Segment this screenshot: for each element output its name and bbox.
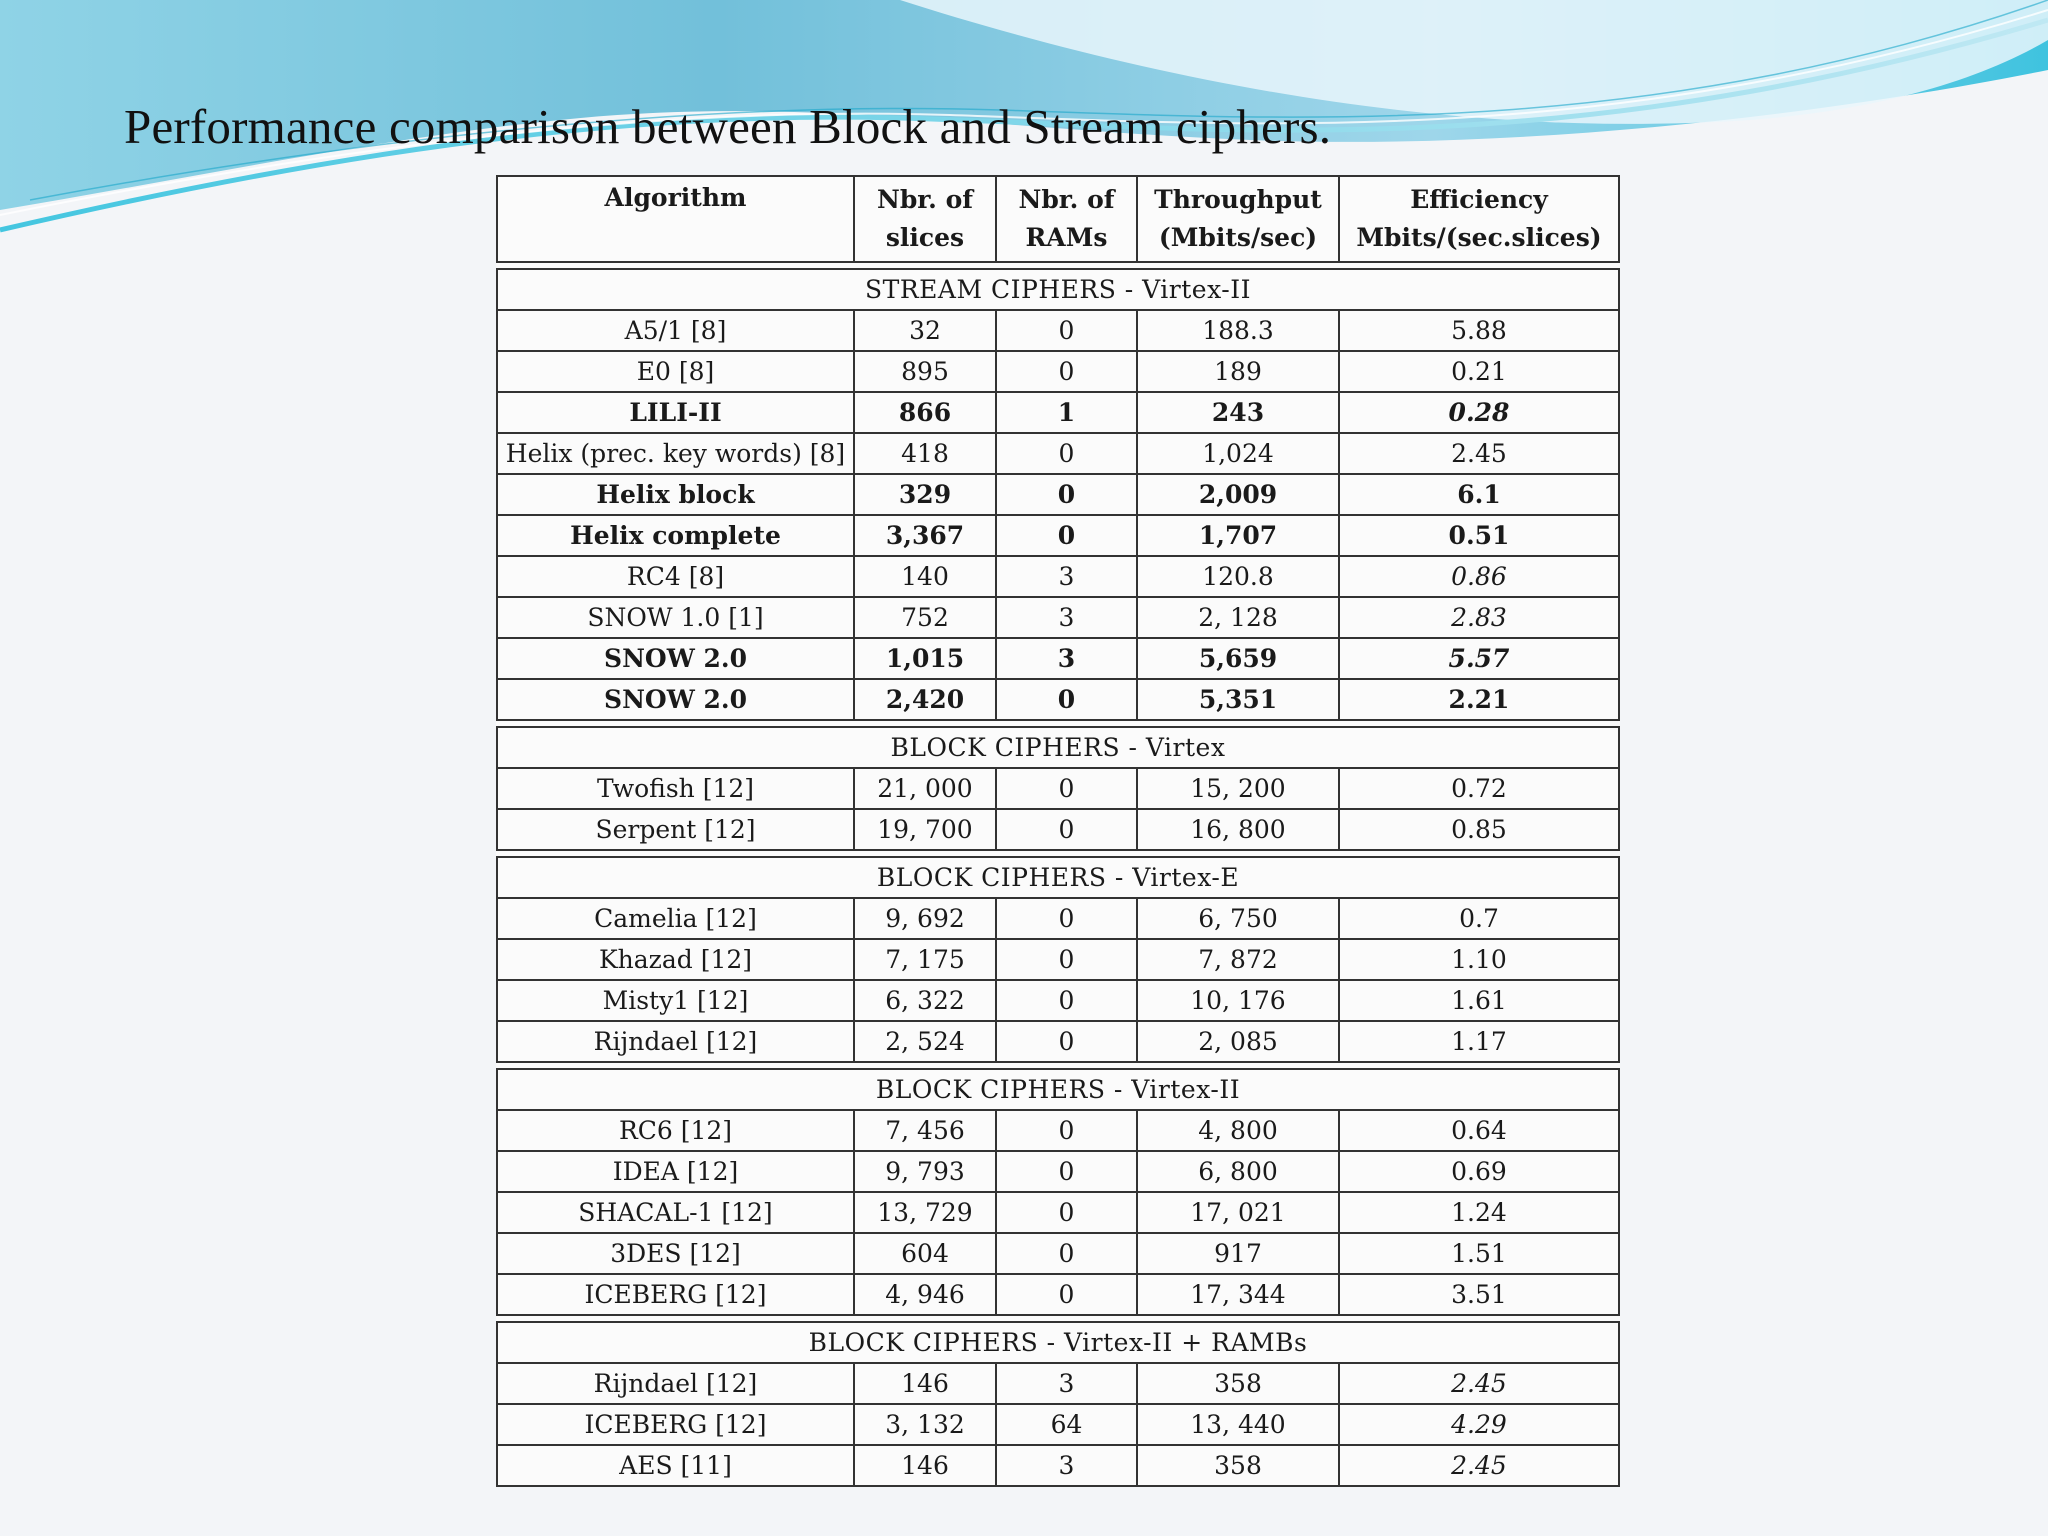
efficiency-cell: 3.51 bbox=[1339, 1274, 1619, 1315]
table-row bbox=[497, 392, 1619, 433]
efficiency-cell: 1.17 bbox=[1339, 1021, 1619, 1062]
efficiency-cell: 2.45 bbox=[1339, 433, 1619, 474]
algorithm-cell: RC6 [12] bbox=[497, 1110, 854, 1151]
table-row bbox=[497, 1363, 1619, 1404]
section-header-row bbox=[497, 1322, 1619, 1363]
algorithm-cell: Serpent [12] bbox=[497, 809, 854, 850]
throughput-cell: 6, 750 bbox=[1137, 898, 1339, 939]
efficiency-cell: 0.86 bbox=[1339, 556, 1619, 597]
throughput-cell: 1,707 bbox=[1137, 515, 1339, 556]
slices-cell: 9, 793 bbox=[854, 1151, 996, 1192]
table-row bbox=[497, 1192, 1619, 1233]
algorithm-cell: Khazad [12] bbox=[497, 939, 854, 980]
efficiency-cell: 2.83 bbox=[1339, 597, 1619, 638]
throughput-cell: 2, 085 bbox=[1137, 1021, 1339, 1062]
efficiency-cell: 0.28 bbox=[1339, 392, 1619, 433]
section-gap bbox=[497, 1062, 1619, 1069]
rams-cell: 0 bbox=[996, 809, 1137, 850]
efficiency-cell: 6.1 bbox=[1339, 474, 1619, 515]
efficiency-cell: 4.29 bbox=[1339, 1404, 1619, 1445]
efficiency-cell: 0.21 bbox=[1339, 351, 1619, 392]
table-row bbox=[497, 1021, 1619, 1062]
rams-cell: 0 bbox=[996, 768, 1137, 809]
throughput-cell: 15, 200 bbox=[1137, 768, 1339, 809]
efficiency-cell: 1.61 bbox=[1339, 980, 1619, 1021]
slices-cell: 9, 692 bbox=[854, 898, 996, 939]
algorithm-cell: SNOW 1.0 [1] bbox=[497, 597, 854, 638]
rams-cell: 1 bbox=[996, 392, 1137, 433]
rams-cell: 0 bbox=[996, 1151, 1137, 1192]
rams-cell: 0 bbox=[996, 1274, 1137, 1315]
algorithm-cell: Helix complete bbox=[497, 515, 854, 556]
table-row bbox=[497, 1445, 1619, 1486]
algorithm-cell: E0 [8] bbox=[497, 351, 854, 392]
slices-cell: 3, 132 bbox=[854, 1404, 996, 1445]
rams-cell: 0 bbox=[996, 980, 1137, 1021]
slices-cell: 895 bbox=[854, 351, 996, 392]
header-throughput: Throughput (Mbits/sec) bbox=[1137, 176, 1339, 262]
efficiency-cell: 0.72 bbox=[1339, 768, 1619, 809]
slices-cell: 752 bbox=[854, 597, 996, 638]
table-row bbox=[497, 768, 1619, 809]
rams-cell: 0 bbox=[996, 679, 1137, 720]
table-row bbox=[497, 638, 1619, 679]
slices-cell: 2,420 bbox=[854, 679, 996, 720]
slices-cell: 7, 456 bbox=[854, 1110, 996, 1151]
rams-cell: 0 bbox=[996, 1021, 1137, 1062]
slices-cell: 3,367 bbox=[854, 515, 996, 556]
slices-cell: 4, 946 bbox=[854, 1274, 996, 1315]
section-gap-cell bbox=[497, 1315, 1619, 1322]
rams-cell: 3 bbox=[996, 1363, 1137, 1404]
slices-cell: 7, 175 bbox=[854, 939, 996, 980]
throughput-cell: 5,351 bbox=[1137, 679, 1339, 720]
table-row bbox=[497, 1233, 1619, 1274]
slide-title: Performance comparison between Block and Stream ciphers. bbox=[124, 99, 1332, 154]
section-gap-cell bbox=[497, 1062, 1619, 1069]
throughput-cell: 16, 800 bbox=[1137, 809, 1339, 850]
slices-cell: 140 bbox=[854, 556, 996, 597]
algorithm-cell: SNOW 2.0 bbox=[497, 679, 854, 720]
header-rams: Nbr. of RAMs bbox=[996, 176, 1137, 262]
section-gap-cell bbox=[497, 720, 1619, 727]
efficiency-cell: 0.69 bbox=[1339, 1151, 1619, 1192]
algorithm-cell: RC4 [8] bbox=[497, 556, 854, 597]
throughput-cell: 2,009 bbox=[1137, 474, 1339, 515]
slices-cell: 21, 000 bbox=[854, 768, 996, 809]
algorithm-cell: Helix (prec. key words) [8] bbox=[497, 433, 854, 474]
algorithm-cell: A5/1 [8] bbox=[497, 310, 854, 351]
efficiency-cell: 1.10 bbox=[1339, 939, 1619, 980]
header-algorithm: Algorithm bbox=[497, 176, 854, 262]
throughput-cell: 2, 128 bbox=[1137, 597, 1339, 638]
performance-table-container bbox=[496, 175, 1618, 1487]
throughput-cell: 13, 440 bbox=[1137, 1404, 1339, 1445]
section-title: BLOCK CIPHERS - Virtex bbox=[497, 727, 1619, 768]
section-title: BLOCK CIPHERS - Virtex-E bbox=[497, 857, 1619, 898]
rams-cell: 3 bbox=[996, 638, 1137, 679]
algorithm-cell: IDEA [12] bbox=[497, 1151, 854, 1192]
slices-cell: 329 bbox=[854, 474, 996, 515]
efficiency-cell: 0.51 bbox=[1339, 515, 1619, 556]
rams-cell: 0 bbox=[996, 351, 1137, 392]
table-row bbox=[497, 939, 1619, 980]
table-row bbox=[497, 980, 1619, 1021]
rams-cell: 3 bbox=[996, 597, 1137, 638]
header-efficiency: Efficiency Mbits/(sec.slices) bbox=[1339, 176, 1619, 262]
section-gap bbox=[497, 1315, 1619, 1322]
table-row bbox=[497, 433, 1619, 474]
throughput-cell: 1,024 bbox=[1137, 433, 1339, 474]
section-header-row bbox=[497, 727, 1619, 768]
algorithm-cell: Camelia [12] bbox=[497, 898, 854, 939]
throughput-cell: 6, 800 bbox=[1137, 1151, 1339, 1192]
efficiency-cell: 1.24 bbox=[1339, 1192, 1619, 1233]
algorithm-cell: SHACAL-1 [12] bbox=[497, 1192, 854, 1233]
rams-cell: 3 bbox=[996, 556, 1137, 597]
table-row bbox=[497, 1110, 1619, 1151]
efficiency-cell: 2.45 bbox=[1339, 1445, 1619, 1486]
throughput-cell: 10, 176 bbox=[1137, 980, 1339, 1021]
table-row bbox=[497, 515, 1619, 556]
throughput-cell: 7, 872 bbox=[1137, 939, 1339, 980]
throughput-cell: 17, 021 bbox=[1137, 1192, 1339, 1233]
table-row bbox=[497, 679, 1619, 720]
efficiency-cell: 0.85 bbox=[1339, 809, 1619, 850]
algorithm-cell: Rijndael [12] bbox=[497, 1363, 854, 1404]
algorithm-cell: ICEBERG [12] bbox=[497, 1404, 854, 1445]
throughput-cell: 17, 344 bbox=[1137, 1274, 1339, 1315]
table-row bbox=[497, 310, 1619, 351]
rams-cell: 0 bbox=[996, 1233, 1137, 1274]
slices-cell: 2, 524 bbox=[854, 1021, 996, 1062]
table-row bbox=[497, 898, 1619, 939]
table-row bbox=[497, 809, 1619, 850]
table-header-row bbox=[497, 176, 1619, 262]
throughput-cell: 358 bbox=[1137, 1445, 1339, 1486]
throughput-cell: 4, 800 bbox=[1137, 1110, 1339, 1151]
algorithm-cell: Misty1 [12] bbox=[497, 980, 854, 1021]
section-gap bbox=[497, 720, 1619, 727]
section-gap-cell bbox=[497, 262, 1619, 269]
slices-cell: 6, 322 bbox=[854, 980, 996, 1021]
throughput-cell: 189 bbox=[1137, 351, 1339, 392]
rams-cell: 0 bbox=[996, 474, 1137, 515]
table-row bbox=[497, 351, 1619, 392]
header-slices: Nbr. of slices bbox=[854, 176, 996, 262]
section-title: BLOCK CIPHERS - Virtex-II + RAMBs bbox=[497, 1322, 1619, 1363]
algorithm-cell: Twofish [12] bbox=[497, 768, 854, 809]
algorithm-cell: 3DES [12] bbox=[497, 1233, 854, 1274]
algorithm-cell: Rijndael [12] bbox=[497, 1021, 854, 1062]
slices-cell: 13, 729 bbox=[854, 1192, 996, 1233]
throughput-cell: 243 bbox=[1137, 392, 1339, 433]
algorithm-cell: ICEBERG [12] bbox=[497, 1274, 854, 1315]
efficiency-cell: 0.7 bbox=[1339, 898, 1619, 939]
slices-cell: 19, 700 bbox=[854, 809, 996, 850]
slices-cell: 604 bbox=[854, 1233, 996, 1274]
rams-cell: 0 bbox=[996, 310, 1137, 351]
table-row bbox=[497, 556, 1619, 597]
rams-cell: 0 bbox=[996, 898, 1137, 939]
throughput-cell: 188.3 bbox=[1137, 310, 1339, 351]
cipher-performance-table bbox=[496, 175, 1620, 1487]
rams-cell: 0 bbox=[996, 433, 1137, 474]
rams-cell: 3 bbox=[996, 1445, 1137, 1486]
section-header-row bbox=[497, 269, 1619, 310]
table-row bbox=[497, 474, 1619, 515]
algorithm-cell: SNOW 2.0 bbox=[497, 638, 854, 679]
efficiency-cell: 1.51 bbox=[1339, 1233, 1619, 1274]
efficiency-cell: 5.88 bbox=[1339, 310, 1619, 351]
rams-cell: 64 bbox=[996, 1404, 1137, 1445]
slices-cell: 32 bbox=[854, 310, 996, 351]
section-header-row bbox=[497, 1069, 1619, 1110]
slices-cell: 1,015 bbox=[854, 638, 996, 679]
efficiency-cell: 0.64 bbox=[1339, 1110, 1619, 1151]
table-row bbox=[497, 1404, 1619, 1445]
slices-cell: 146 bbox=[854, 1445, 996, 1486]
rams-cell: 0 bbox=[996, 1192, 1137, 1233]
section-title: BLOCK CIPHERS - Virtex-II bbox=[497, 1069, 1619, 1110]
section-gap bbox=[497, 850, 1619, 857]
section-gap bbox=[497, 262, 1619, 269]
throughput-cell: 358 bbox=[1137, 1363, 1339, 1404]
throughput-cell: 5,659 bbox=[1137, 638, 1339, 679]
rams-cell: 0 bbox=[996, 939, 1137, 980]
algorithm-cell: LILI-II bbox=[497, 392, 854, 433]
throughput-cell: 917 bbox=[1137, 1233, 1339, 1274]
rams-cell: 0 bbox=[996, 515, 1137, 556]
section-header-row bbox=[497, 857, 1619, 898]
efficiency-cell: 2.45 bbox=[1339, 1363, 1619, 1404]
rams-cell: 0 bbox=[996, 1110, 1137, 1151]
algorithm-cell: Helix block bbox=[497, 474, 854, 515]
section-title: STREAM CIPHERS - Virtex-II bbox=[497, 269, 1619, 310]
table-row bbox=[497, 1274, 1619, 1315]
efficiency-cell: 2.21 bbox=[1339, 679, 1619, 720]
throughput-cell: 120.8 bbox=[1137, 556, 1339, 597]
algorithm-cell: AES [11] bbox=[497, 1445, 854, 1486]
section-gap-cell bbox=[497, 850, 1619, 857]
table-row bbox=[497, 597, 1619, 638]
slices-cell: 866 bbox=[854, 392, 996, 433]
slices-cell: 418 bbox=[854, 433, 996, 474]
table-row bbox=[497, 1151, 1619, 1192]
efficiency-cell: 5.57 bbox=[1339, 638, 1619, 679]
slices-cell: 146 bbox=[854, 1363, 996, 1404]
